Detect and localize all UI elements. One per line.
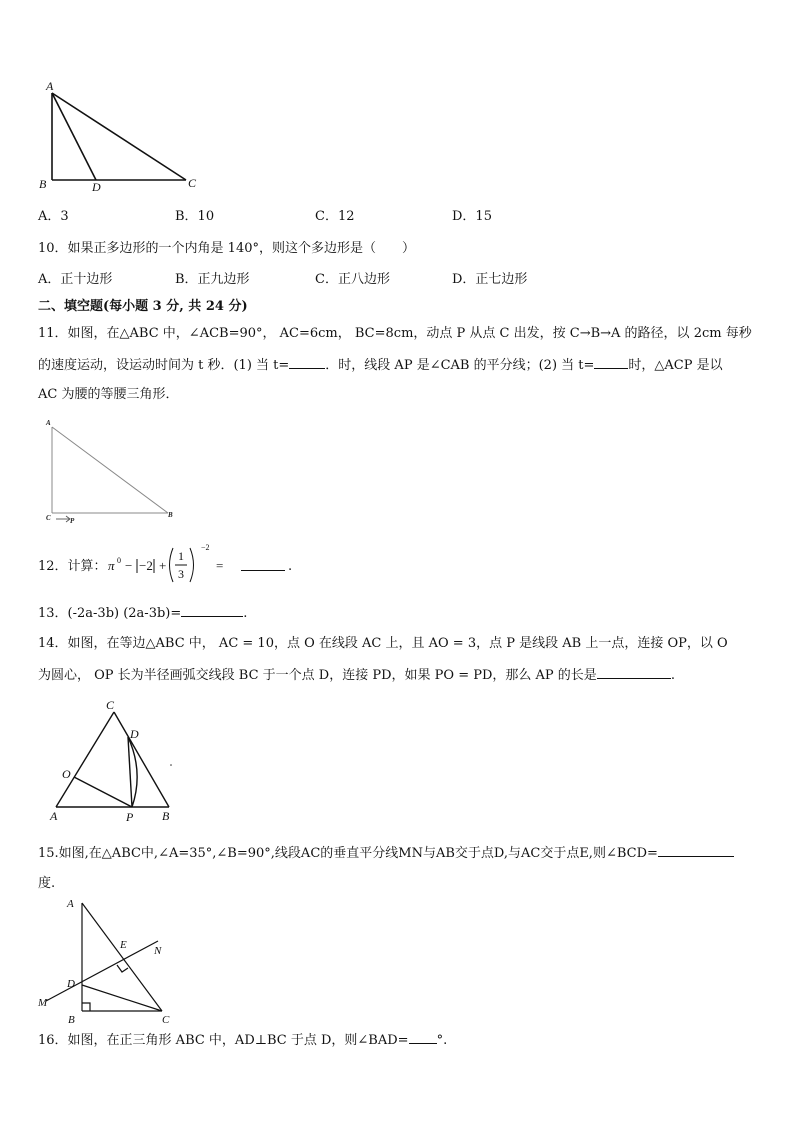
- label-B: B: [162, 809, 170, 823]
- label-D: D: [67, 978, 75, 990]
- q11-line3: AC 为腰的等腰三角形．: [38, 387, 179, 402]
- q16-answer-blank[interactable]: [409, 1031, 437, 1044]
- section-heading: 二、填空题(每小题 3 分, 共 24 分): [38, 299, 248, 314]
- q11-answer-blank-1[interactable]: [289, 356, 325, 369]
- q10-option-a[interactable]: A．正十边形: [38, 272, 113, 287]
- q13-answer-blank[interactable]: [181, 604, 243, 617]
- label-P: P: [126, 810, 134, 823]
- label-D: D: [130, 727, 139, 741]
- q15-triangle-figure: [34, 893, 184, 1025]
- q15-text: 15.如图,在△ABC中,∠A=35°,∠B=90°,线段AC的垂直平分线MN与AB交于点D,与AC交于点E,则∠BCD=: [38, 846, 658, 861]
- label-B: B: [68, 1014, 75, 1025]
- label-B: B: [168, 511, 173, 519]
- q10-option-b[interactable]: B．正九边形: [175, 272, 250, 287]
- label-N: N: [154, 945, 162, 957]
- label-E: E: [120, 939, 127, 951]
- label-O: O: [62, 767, 71, 781]
- exponent-neg-two: −2: [201, 543, 210, 552]
- q9-option-b[interactable]: B．10: [175, 209, 215, 224]
- q10-option-c[interactable]: C．正八边形: [315, 272, 390, 287]
- label-M: M: [38, 997, 48, 1009]
- q9-option-a[interactable]: A．3: [38, 209, 69, 224]
- stray-dot: [170, 764, 172, 766]
- q16-line: [38, 1031, 447, 1049]
- label-C: C: [188, 176, 197, 190]
- q11-text-b: ．时，线段 AP 是∠CAB 的平分线；(2) 当 t=: [325, 358, 595, 373]
- q11-line2: [38, 356, 723, 374]
- q12-line: [38, 558, 107, 575]
- label-B: B: [39, 177, 47, 191]
- q10-option-d[interactable]: D．正七边形: [452, 272, 528, 287]
- q11-line1: 11．如图，在△ABC 中，∠ACB=90°， AC=6cm， BC=8cm，动点 P 从点 C 出发，按 C→B→A 的路径，以 2cm 每秒: [38, 326, 752, 341]
- abs-value: −2: [139, 558, 153, 573]
- label-D: D: [92, 180, 101, 194]
- q14-triangle-figure: [44, 697, 184, 823]
- q12-end: .: [288, 559, 293, 574]
- pi-symbol: π: [108, 558, 115, 573]
- q14-line2: [38, 666, 675, 684]
- q9-option-d[interactable]: D．15: [452, 209, 492, 224]
- plus-sign: +: [159, 558, 167, 573]
- exponent-zero: 0: [117, 556, 121, 565]
- q14-text: 为圆心， OP 长为半径画弧交线段 BC 于一个点 D，连接 PD，如果 PO = PD，那么 AP 的长是: [38, 668, 597, 683]
- label-A: A: [50, 809, 58, 823]
- q13-text: 13．(-2a-3b) (2a-3b)=: [38, 606, 182, 621]
- q13-line: [38, 604, 247, 622]
- label-A: A: [46, 419, 51, 427]
- fraction-numerator: 1: [178, 549, 184, 563]
- label-C: C: [162, 1014, 170, 1025]
- label-C: C: [106, 698, 115, 712]
- q14-end: .: [670, 668, 675, 683]
- q12-answer-blank[interactable]: [241, 558, 285, 571]
- q16-text: 16．如图，在正三角形 ABC 中，AD⊥BC 于点 D，则∠BAD=: [38, 1033, 409, 1048]
- q14-line1: 14．如图，在等边△ABC 中， AC = 10，点 O 在线段 AC 上，且 AO = 3，点 P 是线段 AB 上一点，连接 OP，以 O: [38, 636, 728, 651]
- q15-answer-blank[interactable]: [658, 844, 734, 857]
- q12-expression: [106, 542, 236, 588]
- q11-text-c: 时，△ACP 是以: [628, 358, 723, 373]
- q10-stem: 10．如果正多边形的一个内角是 140°，则这个多边形是（ ）: [38, 241, 415, 256]
- label-C: C: [46, 514, 51, 522]
- q12-prefix: 12．计算：: [38, 559, 107, 574]
- label-P: P: [70, 517, 75, 525]
- q13-end: .: [243, 606, 248, 621]
- q11-triangle-figure: [40, 415, 185, 527]
- q9-option-c[interactable]: C．12: [315, 209, 355, 224]
- q15-line1: [38, 844, 734, 862]
- fraction-denominator: 3: [178, 567, 184, 581]
- minus-sign: −: [125, 558, 133, 573]
- q11-text-a: 的速度运动，设运动时间为 t 秒．(1) 当 t=: [38, 358, 290, 373]
- q9-triangle-figure: [34, 78, 204, 196]
- label-A: A: [46, 79, 54, 93]
- q14-answer-blank[interactable]: [597, 666, 671, 679]
- equals-sign: =: [216, 558, 224, 573]
- q16-end: °.: [436, 1033, 448, 1048]
- q15-line2: 度.: [38, 876, 56, 891]
- q11-answer-blank-2[interactable]: [594, 356, 628, 369]
- label-A: A: [67, 898, 74, 910]
